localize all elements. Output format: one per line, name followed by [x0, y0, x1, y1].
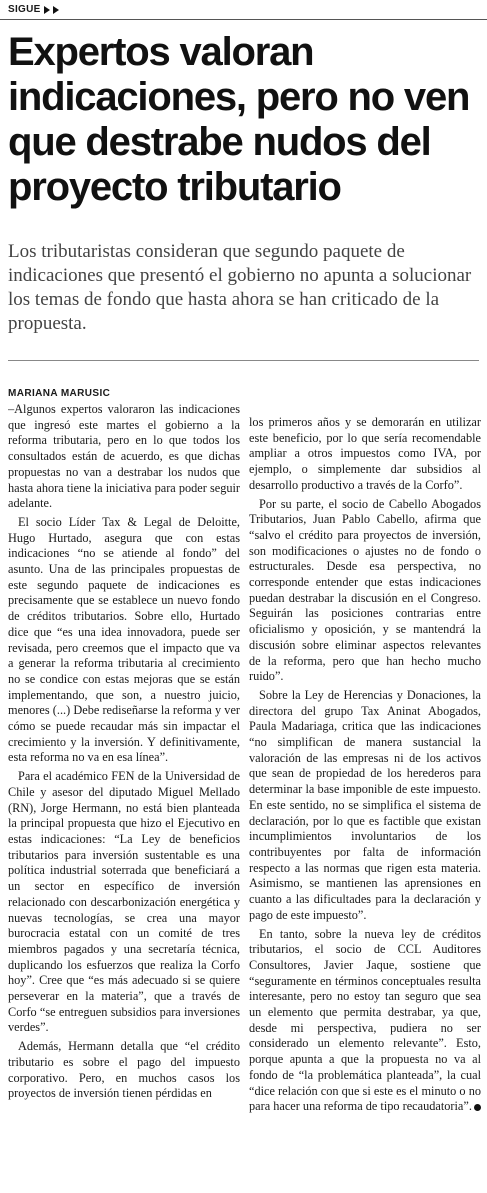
arrow-right-icon — [53, 6, 59, 14]
author-byline: MARIANA MARUSIC — [8, 388, 111, 399]
kicker-label: SIGUE — [8, 4, 41, 15]
arrow-right-icon — [44, 6, 50, 14]
top-divider — [0, 19, 487, 20]
paragraph: Sobre la Ley de Herencias y Donaciones, la directora del grupo Tax Aninat Abogados, Paula Madariaga, critica que las indicaciones “no simplifican de manera sustancial la valoración de las empresas ni de los activos que sean de propiedad de los herederos para determinar la base imponible de este impuesto. En este sentido, no se simplifica el sistema de declaración, por lo que es factible que existan incumplimientos involuntarios de los contribuyentes por falta de información respecto a las normas que rigen esta materia. Asimismo, se mantienen las aprensiones en cuanto a las dificultades para la declaración y pago de este impuesto”. — [249, 687, 481, 922]
paragraph-last — [249, 927, 481, 1115]
paragraph: Además, Hermann detalla que “el crédito tributario es sobre el pago del impuesto corporativo. Pero, en muchos casos los proyectos de inversión tienen pérdidas en — [8, 1039, 240, 1101]
article-column-right — [249, 415, 481, 1185]
article-column-left — [8, 402, 240, 1172]
headline: Expertos valoran indicaciones, pero no ven que destrabe nudos del proyecto tributario — [8, 30, 470, 209]
paragraph: –Algunos expertos valoraron las indicaciones que ingresó este martes el gobierno a la reforma tributaria, pero en lo que todos los consultados están de acuerdo, es que dichas propuestas no van a destrabar los nudos que hasta ahora tiene la iniciativa para poder seguir adelante. — [8, 402, 240, 511]
deck-summary: Los tributaristas consideran que segundo paquete de indicaciones que presentó el gobierno no apunta a solucionar los temas de fondo que hasta ahora se han criticado de la propuesta. — [8, 241, 472, 334]
paragraph: Para el académico FEN de la Universidad de Chile y asesor del diputado Miguel Mellado (RN), Jorge Hermann, no está bien planteada la principal propuesta que hizo el Ejecutivo en estas indicaciones: “La Ley de beneficios tributarios para inversión sustentable es una política industrial soterrada que beneficiará a un sector en específico de inversión relacionado con descarbonización energética y nuevas tecnologías, se crea una mayor burocracia estatal con un comité de tres miembros pagados y una secretaría técnica, duplicando los esfuerzos que realiza la Corfo hoy”. Cree que “es más adecuado si se quiere perseverar en la materia”, que a través de Corfo “se entreguen subsidios para inversiones verdes”. — [8, 769, 240, 1035]
paragraph: Por su parte, el socio de Cabello Abogados Tributarios, Juan Pablo Cabello, afirma que “salvo el crédito para proyectos de inversión, son modificaciones o ajustes no de fondo o estructurales. Desde esa perspectiva, no corresponde entender que estas indicaciones puedan destrabar la discusión en el Congreso. Seguirán las posiciones contrarias entre oficialismo y oposición, y se mantendrá la discusión sobre eliminar aspectos relevantes de la reforma, pero que han hecho mucho ruido”. — [249, 496, 481, 684]
paragraph-text: En tanto, sobre la nueva ley de créditos tributarios, el socio de CCL Auditores Consultores, Javier Jaque, sostiene que “seguramente en términos conceptuales resulta interesante, pero no estoy tan seguro que sea un elemento que permita destrabar, ya que, desde mi perspectiva, pudiera no ser considerado un elemento relevante”. Esto, porque apunta a que la propuesta no va al fondo de “la problemática planteada”, la cual “dice relación con que si este es el minuto o no para hacer una reforma de tipo recaudatoria”. — [249, 926, 481, 1114]
section-kicker — [8, 4, 59, 15]
section-divider — [8, 360, 479, 361]
paragraph: El socio Líder Tax & Legal de Deloitte, Hugo Hurtado, asegura que con estas indicaciones “no se atiende al fondo” del asunto. Una de las principales propuestas de este segundo paquete de indicaciones es precisamente que se establece un nuevo fondo de créditos tributarios. Sobre ello, Hurtado dice que “es una idea innovadora, puede ser revisada, pero creemos que el impacto que va a generar la reforma tributaria al crecimiento no se condice con estas mejoras que se están implementando, que son, a nuestro juicio, menores (...) Debe rediseñarse la reforma y ver cómo se puede recaudar más sin impactar el crecimiento y la inversión. Y definitivamente, esta reforma no va en esa línea”. — [8, 514, 240, 765]
paragraph: los primeros años y se demorarán en utilizar este beneficio, por lo que sería recomendable ampliar a otros impuestos como IVA, por ejemplo, o simplemente dar subsidios al desarrollo productivo a través de la Corfo”. — [249, 415, 481, 492]
end-of-article-icon — [474, 1104, 481, 1111]
